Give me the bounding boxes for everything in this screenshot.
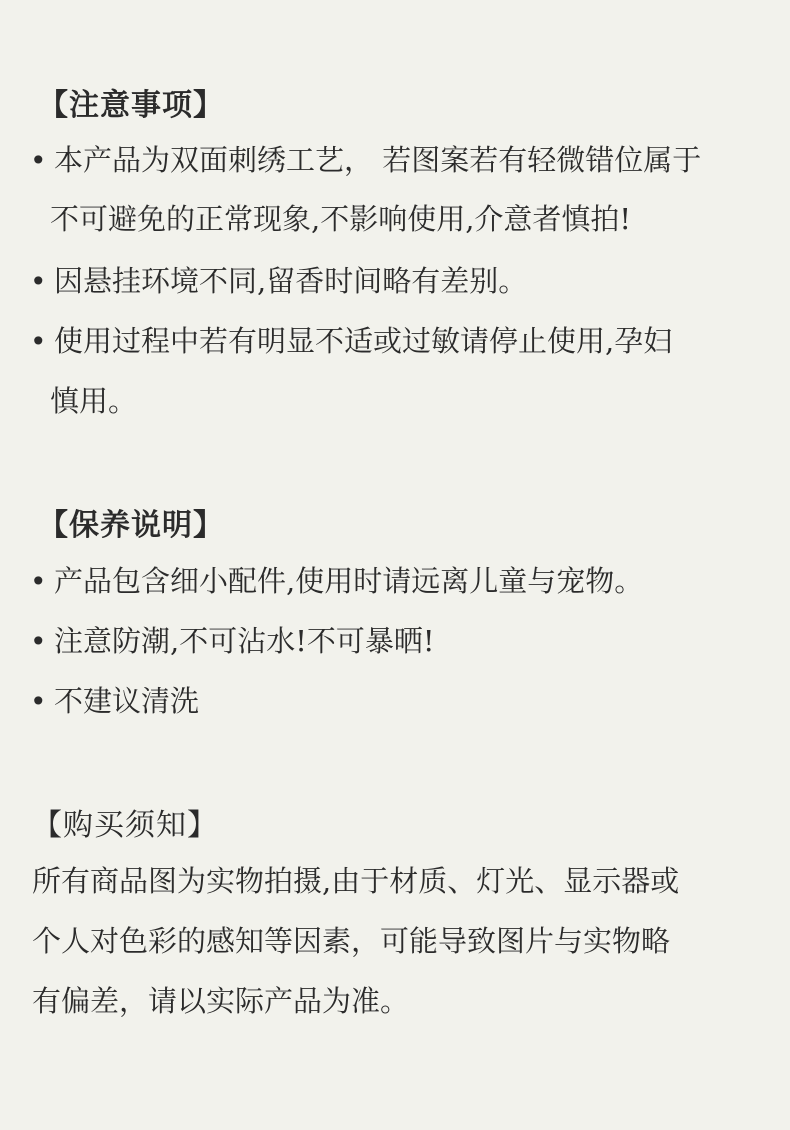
purchase-line-1: 所有商品图为实物拍摄,由于材质、灯光、显示器或 (32, 864, 680, 898)
notice-item-1-line1: 本产品为双面刺绣工艺， 若图案若有轻微错位属于 (54, 143, 702, 177)
care-item-3-line1: 不建议清洗 (54, 684, 200, 718)
bullet: • (30, 565, 47, 598)
notice-heading: 【注意事项】 (38, 88, 224, 123)
purchase-line-3: 有偏差，请以实际产品为准。 (32, 984, 410, 1018)
notice-item-1 (30, 131, 770, 190)
notice-item-3 (30, 312, 770, 371)
notice-item-3-line1: 使用过程中若有明显不适或过敏请停止使用,孕妇 (54, 324, 673, 358)
care-item-1 (30, 552, 770, 611)
bullet: • (30, 625, 47, 658)
notice-item-2-line1: 因悬挂环境不同,留香时间略有差别。 (54, 264, 528, 298)
purchase-heading: 【购买须知】 (32, 808, 218, 843)
notice-item-2 (30, 252, 770, 311)
care-item-2-line1: 注意防潮,不可沾水!不可暴晒! (54, 624, 435, 658)
purchase-line-2: 个人对色彩的感知等因素，可能导致图片与实物略 (32, 924, 671, 958)
notice-item-3-line2: 慎用。 (50, 384, 138, 418)
care-heading: 【保养说明】 (38, 508, 224, 543)
notice-item-1-line2: 不可避免的正常现象,不影响使用,介意者慎拍! (50, 202, 632, 236)
care-item-1-line1: 产品包含细小配件,使用时请远离儿童与宠物。 (54, 564, 644, 598)
bullet: • (30, 144, 47, 177)
bullet: • (30, 325, 47, 358)
care-item-3 (30, 672, 770, 731)
care-item-2 (30, 612, 770, 671)
bullet: • (30, 685, 47, 718)
bullet: • (30, 265, 47, 298)
